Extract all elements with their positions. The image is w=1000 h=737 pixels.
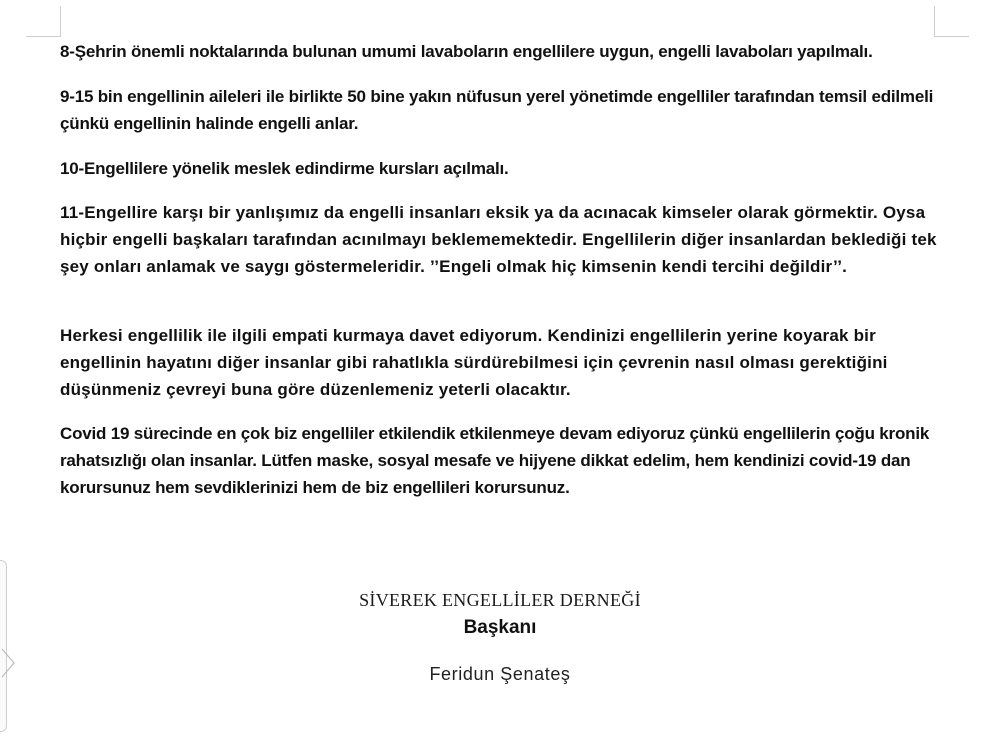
paragraph-item-8: 8-Şehrin önemli noktalarında bulunan umumi lavaboların engellilere uygun, engelli lavaboları yapılmalı.: [60, 42, 873, 61]
paragraph-item-9: 9-15 bin engellinin aileleri ile birlikte 50 bine yakın nüfusun yerel yönetimde engelliler tarafından temsil edilmeli çünkü engellinin halinde engelli anlar.: [60, 87, 934, 133]
paragraph-covid: Covid 19 sürecinde en çok biz engelliler etkilendik etkilenmeye devam ediyoruz çünkü engellilerin çoğu kronik rahatsızlığı olan insanlar. Lütfen maske, sosyal mesafe ve hijyene dikkat edelim, hem kendinizi covid-19 dan korursunuz hem sevdiklerinizi hem de biz engellileri korursunuz.: [60, 424, 930, 497]
side-panel-handle[interactable]: [0, 560, 7, 732]
page-margin-corner-top-left: [26, 6, 61, 37]
page-margin-corner-top-right: [934, 6, 969, 37]
signature-title: Başkanı: [463, 617, 537, 638]
signature-organization: SİVEREK ENGELLİLER DERNEĞİ: [359, 590, 641, 610]
paragraph-item-10: 10-Engellilere yönelik meslek edindirme kursları açılmalı.: [60, 159, 509, 178]
paragraph-empathy: Herkesi engellilik ile ilgili empati kurmaya davet ediyorum. Kendinizi engellilerin yerine koyarak bir engellinin hayatını diğer insanlar gibi rahatlıkla sürdürebilmesi için çevrenin nasıl olması gerektiğini düşünmeniz çevreyi buna göre düzenlemeniz yeterli olacaktır.: [60, 326, 888, 399]
signature-name: Feridun Şenateş: [429, 664, 571, 684]
paragraph-item-11: 11-Engellire karşı bir yanlışımız da engelli insanları eksik ya da acınacak kimseler olarak görmektir. Oysa hiçbir engelli başkaları tarafından acınılmayı beklememektedir. Engellilerin diğer insanlardan beklediği tek şey onları anlamak ve saygı göstermeleridir. ’’Engeli olmak hiç kimsenin kendi tercihi değildir’’.: [60, 203, 937, 276]
